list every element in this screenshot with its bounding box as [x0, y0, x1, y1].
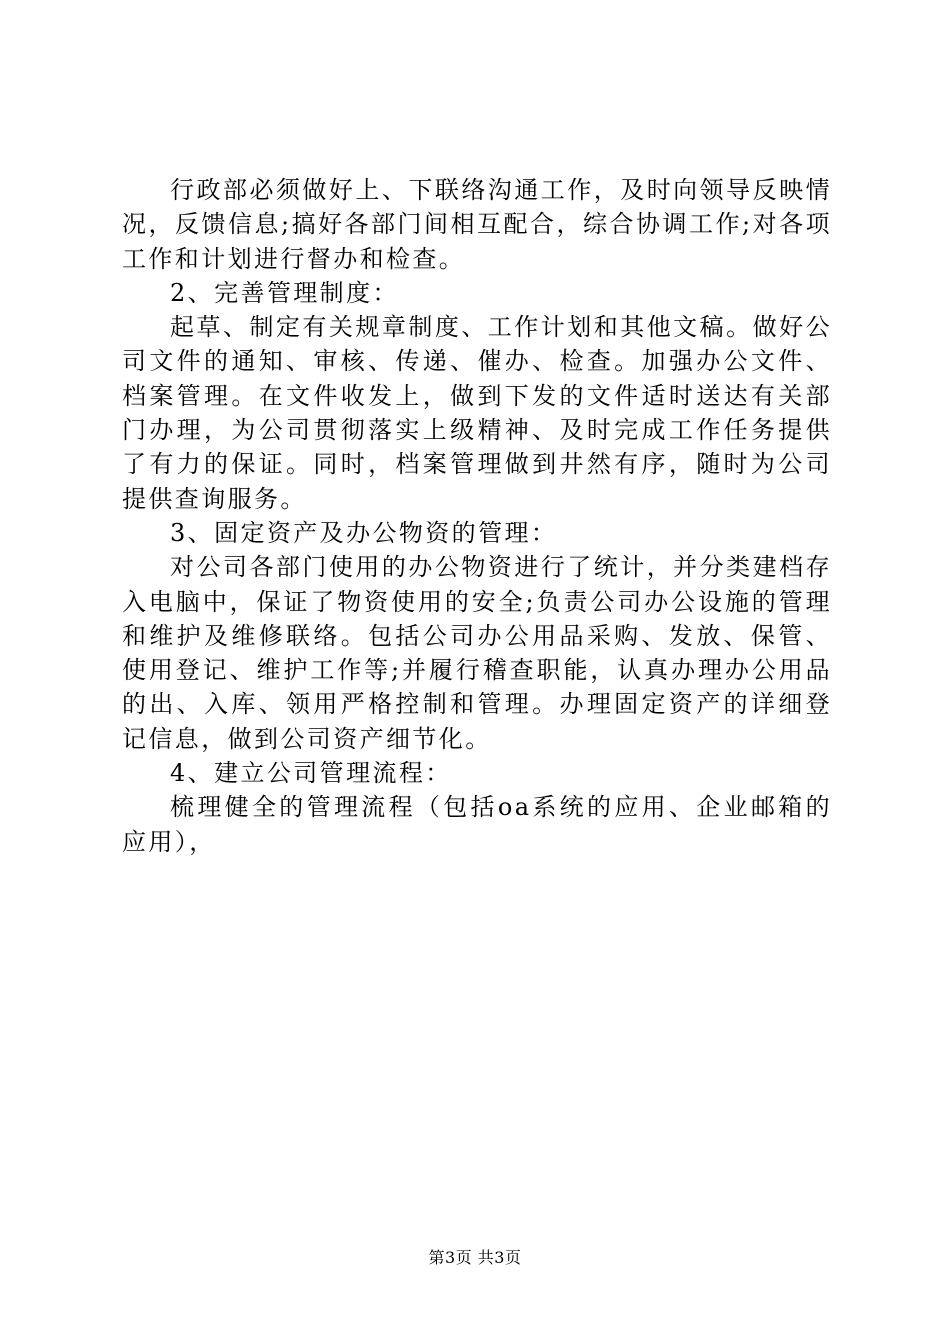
heading-fixed-assets: 3、固定资产及办公物资的管理：	[170, 518, 558, 547]
document-body	[122, 173, 832, 859]
paragraph-fixed-assets: 对公司各部门使用的办公物资进行了统计，并分类建档存入电脑中，保证了物资使用的安全;负责公司办公设施的管理和维护及维修联络。包括公司办公用品采购、发放、保管、使用登记、维护工作等;并履行稽查职能，认真办理办公用品的出、入库、领用严格控制和管理。办理固定资产的详细登记信息，做到公司资产细节化。	[122, 553, 832, 753]
page-total: 共3页	[477, 1248, 522, 1267]
heading-management-system: 2、完善管理制度：	[170, 278, 399, 307]
paragraph-coordination: 行政部必须做好上、下联络沟通工作，及时向领导反映情况，反馈信息;搞好各部门间相互配合，综合协调工作;对各项工作和计划进行督办和检查。	[122, 176, 832, 273]
heading-management-process: 4、建立公司管理流程：	[170, 759, 452, 788]
page-footer	[0, 1245, 950, 1268]
paragraph-management-process: 梳理健全的管理流程（包括oa系统的应用、企业邮箱的应用），	[122, 793, 832, 856]
paragraph-management-system: 起草、制定有关规章制度、工作计划和其他文稿。做好公司文件的通知、审核、传递、催办、检查。加强办公文件、档案管理。在文件收发上，做到下发的文件适时送达有关部门办理，为公司贯彻落实上级精神、及时完成工作任务提供了有力的保证。同时，档案管理做到井然有序，随时为公司提供查询服务。	[122, 313, 832, 513]
page-number: 第3页	[428, 1248, 473, 1267]
